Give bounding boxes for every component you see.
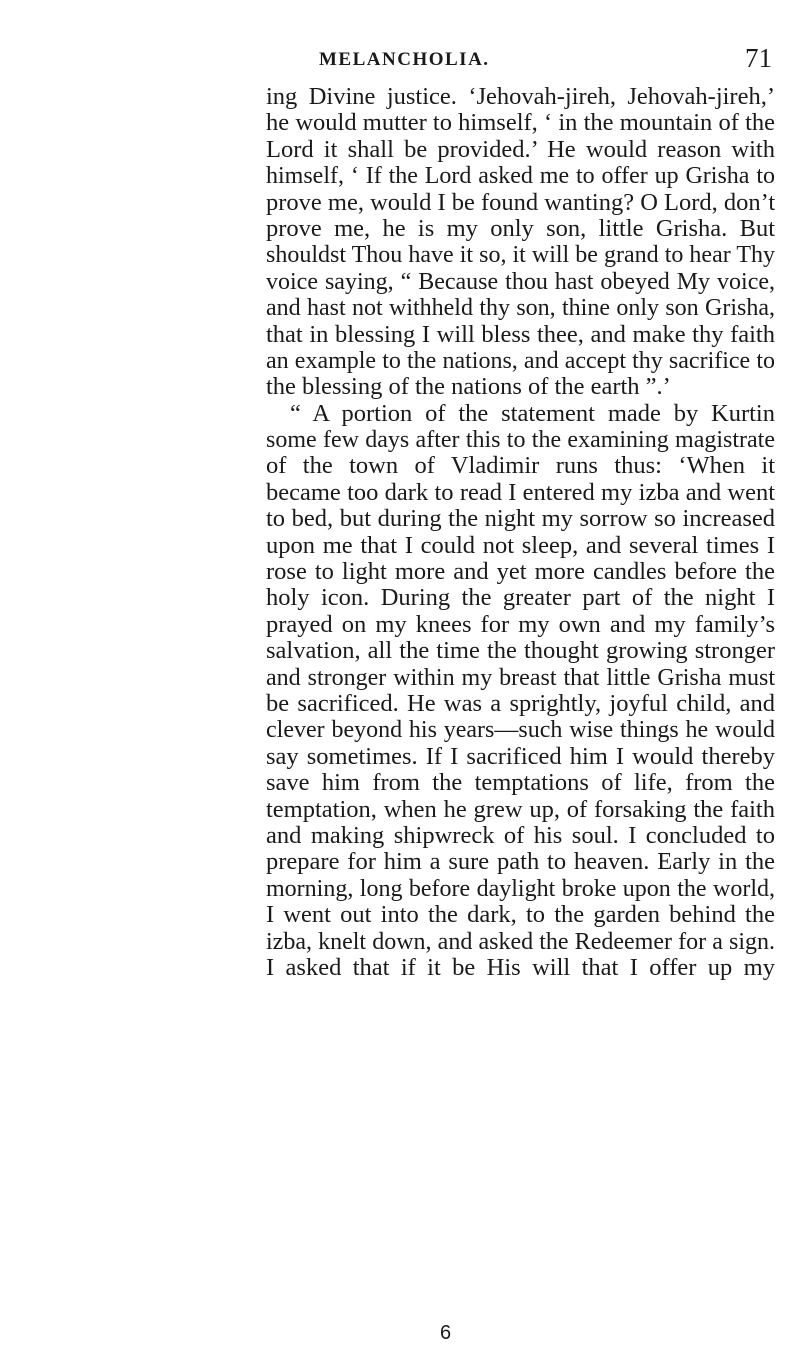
text-line: voice saying, “ Because thou hast obeyed My voice,	[266, 268, 775, 295]
text-line: upon me that I could not sleep, and several times I	[266, 531, 775, 559]
text-line: some few days after this to the examining magistrate	[266, 427, 775, 454]
text-line: to bed, but during the night my sorrow so increased	[266, 505, 775, 533]
text-line: rose to light more and yet more candles before the	[266, 558, 775, 586]
text-line: “ A portion of the statement made by Kurtin	[290, 399, 775, 427]
text-line: prove me, he is my only son, little Grisha. But	[266, 214, 775, 242]
text-line: prayed on my knees for my own and my family’s	[266, 610, 775, 638]
text-line: the blessing of the nations of the earth ”.’	[266, 373, 671, 401]
text-line: holy icon. During the greater part of the night I	[266, 584, 775, 612]
text-line: I asked that if it be His will that I offer up my	[266, 953, 775, 981]
text-line: say sometimes. If I sacrificed him I would thereby	[266, 742, 775, 770]
text-line: shouldst Thou have it so, it will be grand to hear Thy	[266, 242, 775, 269]
text-line: himself, ‘ If the Lord asked me to offer up Grisha to	[266, 163, 775, 190]
text-line: morning, long before daylight broke upon the world,	[266, 875, 775, 902]
text-line: of the town of Vladimir runs thus: ‘When it	[266, 452, 775, 480]
text-line: I went out into the dark, to the garden behind the	[266, 901, 775, 929]
running-title: MELANCHOLIA.	[319, 49, 490, 70]
text-line: and making shipwreck of his soul. I concluded to	[266, 821, 775, 849]
text-line: be sacrificed. He was a sprightly, joyful child, and	[266, 689, 775, 717]
page-number: 71	[745, 43, 772, 73]
text-line: clever beyond his years—such wise things he would	[266, 717, 775, 744]
text-line: and stronger within my breast that little Grisha must	[266, 664, 775, 691]
text-line: prepare for him a sure path to heaven. Early in the	[266, 848, 775, 876]
text-line: ing Divine justice. ‘Jehovah-jireh, Jehovah-jireh,’	[266, 83, 775, 110]
text-line: he would mutter to himself, ‘ in the mountain of the	[266, 109, 775, 137]
text-line: salvation, all the time the thought growing stronger	[266, 637, 775, 665]
running-head	[266, 44, 774, 76]
text-line: save him from the temptations of life, from the	[266, 769, 775, 797]
text-line: an example to the nations, and accept thy sacrifice to	[266, 347, 775, 374]
text-line: izba, knelt down, and asked the Redeemer for a sign.	[266, 928, 775, 955]
text-line: and hast not withheld thy son, thine only son Grisha,	[266, 295, 775, 322]
text-line: temptation, when he grew up, of forsaking the faith	[266, 795, 775, 823]
body-text	[266, 84, 775, 981]
text-line: became too dark to read I entered my izba and went	[266, 478, 775, 506]
text-line: prove me, would I be found wanting? O Lord, don’t	[266, 188, 776, 216]
text-line: Lord it shall be provided.’ He would reason with	[266, 135, 775, 163]
signature-mark: 6	[440, 1322, 452, 1344]
text-line: that in blessing I will bless thee, and make thy faith	[266, 320, 775, 348]
